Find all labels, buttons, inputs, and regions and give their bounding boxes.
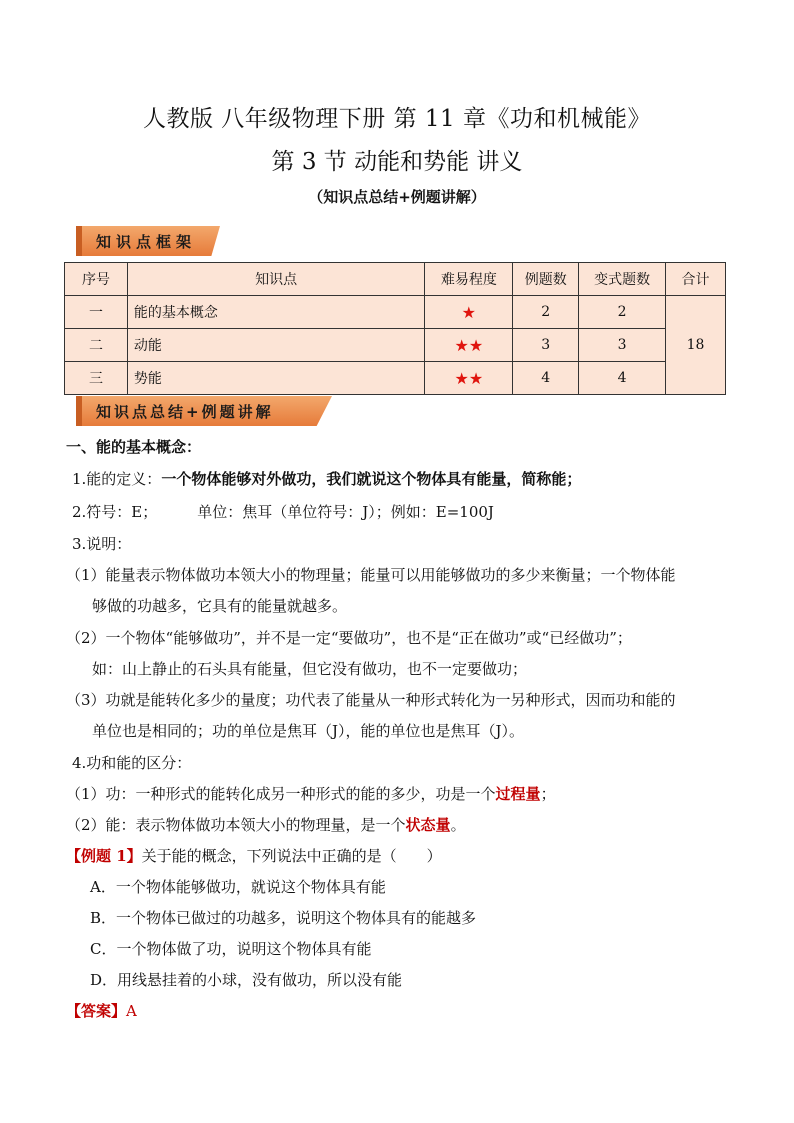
paragraph-symbol <box>72 501 494 522</box>
row-difficulty <box>425 296 513 329</box>
row-topic: 能的基本概念 <box>127 296 424 329</box>
row-topic: 动能 <box>127 329 424 362</box>
work-end: ； <box>540 785 556 803</box>
summary-banner <box>76 396 332 426</box>
row-difficulty <box>425 329 513 362</box>
row-variants: 2 <box>579 296 666 329</box>
explain-2-line2: 如：山上静止的石头具有能量，但它没有做功，也不一定要做功； <box>92 660 528 678</box>
row-variants: 4 <box>579 362 666 395</box>
star-icon: ★★ <box>454 335 484 355</box>
example-question-text: 关于能的概念，下列说法中正确的是（ ） <box>141 847 442 865</box>
option-c: C．一个物体做了功，说明这个物体具有能 <box>90 940 372 958</box>
header-difficulty: 难易程度 <box>425 263 513 296</box>
document-title: 人教版 八年级物理下册 第 11 章《功和机械能》 <box>142 106 651 132</box>
table-row <box>65 362 726 395</box>
symbol-text: 2.符号：E； <box>72 503 158 521</box>
explain-1-line1: （1）能量表示物体做功本领大小的物理量；能量可以用能够做功的多少来衡量；一个物体能 <box>66 566 676 584</box>
row-no: 一 <box>65 296 128 329</box>
paragraph-distinction: 4.功和能的区分： <box>72 754 192 772</box>
row-topic: 势能 <box>127 362 424 395</box>
row-examples: 2 <box>513 296 579 329</box>
paragraph-definition <box>72 468 581 489</box>
distinction-energy <box>66 814 466 835</box>
document-caption: （知识点总结+例题讲解） <box>308 188 486 206</box>
table-header-row <box>65 263 726 296</box>
row-no: 二 <box>65 329 128 362</box>
explain-3-line2: 单位也是相同的；功的单位是焦耳（J），能的单位也是焦耳（J）。 <box>92 722 525 740</box>
header-variants: 变式题数 <box>579 263 666 296</box>
energy-text: （2）能：表示物体做功本领大小的物理量，是一个 <box>66 816 406 834</box>
process-quantity: 过程量 <box>495 785 541 803</box>
work-text: （1）功：一种形式的能转化成另一种形式的能的多少，功是一个 <box>66 785 496 803</box>
row-no: 三 <box>65 362 128 395</box>
answer-tag: 【答案】 <box>66 1002 127 1020</box>
option-d: D．用线悬挂着的小球，没有做功，所以没有能 <box>90 971 403 989</box>
paragraph-explain: 3.说明： <box>72 535 132 553</box>
star-icon: ★★ <box>454 368 484 388</box>
document-subtitle: 第 3 节 动能和势能 讲义 <box>271 149 523 175</box>
row-variants: 3 <box>579 329 666 362</box>
unit-text: 单位：焦耳（单位符号：J）；例如：E=100J <box>197 503 494 521</box>
section-heading: 一、能的基本概念： <box>66 438 202 456</box>
table-row <box>65 329 726 362</box>
framework-banner-label: 知识点框架 <box>96 233 197 251</box>
explain-3-line1: （3）功就是能转化多少的量度；功代表了能量从一种形式转化为一另种形式，因而功和能的 <box>66 691 676 709</box>
row-examples: 3 <box>513 329 579 362</box>
header-topic: 知识点 <box>127 263 424 296</box>
distinction-work <box>66 783 556 804</box>
row-difficulty <box>425 362 513 395</box>
state-quantity: 状态量 <box>405 816 451 834</box>
summary-banner-label: 知识点总结+例题讲解 <box>96 403 274 421</box>
definition-text: 一个物体能够对外做功，我们就说这个物体具有能量，简称能； <box>161 470 582 488</box>
framework-banner <box>76 226 220 256</box>
answer-value: A <box>126 1002 137 1020</box>
definition-label: 1.能的定义： <box>72 470 162 488</box>
header-no: 序号 <box>65 263 128 296</box>
explain-2-line1: （2）一个物体“能够做功”，并不是一定“要做功”，也不是“正在做功”或“已经做功”； <box>66 629 632 647</box>
example-tag: 【例题 1】 <box>66 847 142 865</box>
energy-end: 。 <box>450 816 466 834</box>
row-examples: 4 <box>513 362 579 395</box>
table-row <box>65 296 726 329</box>
example-question <box>66 845 442 866</box>
star-icon: ★ <box>461 302 476 322</box>
header-total: 合计 <box>666 263 726 296</box>
knowledge-table <box>64 262 726 395</box>
answer-line <box>66 1000 137 1021</box>
option-a: A．一个物体能够做功，就说这个物体具有能 <box>90 878 386 896</box>
option-b: B．一个物体已做过的功越多，说明这个物体具有的能越多 <box>90 909 477 927</box>
explain-1-line2: 够做的功越多，它具有的能量就越多。 <box>92 597 348 615</box>
header-examples: 例题数 <box>513 263 579 296</box>
row-total: 18 <box>666 296 726 395</box>
